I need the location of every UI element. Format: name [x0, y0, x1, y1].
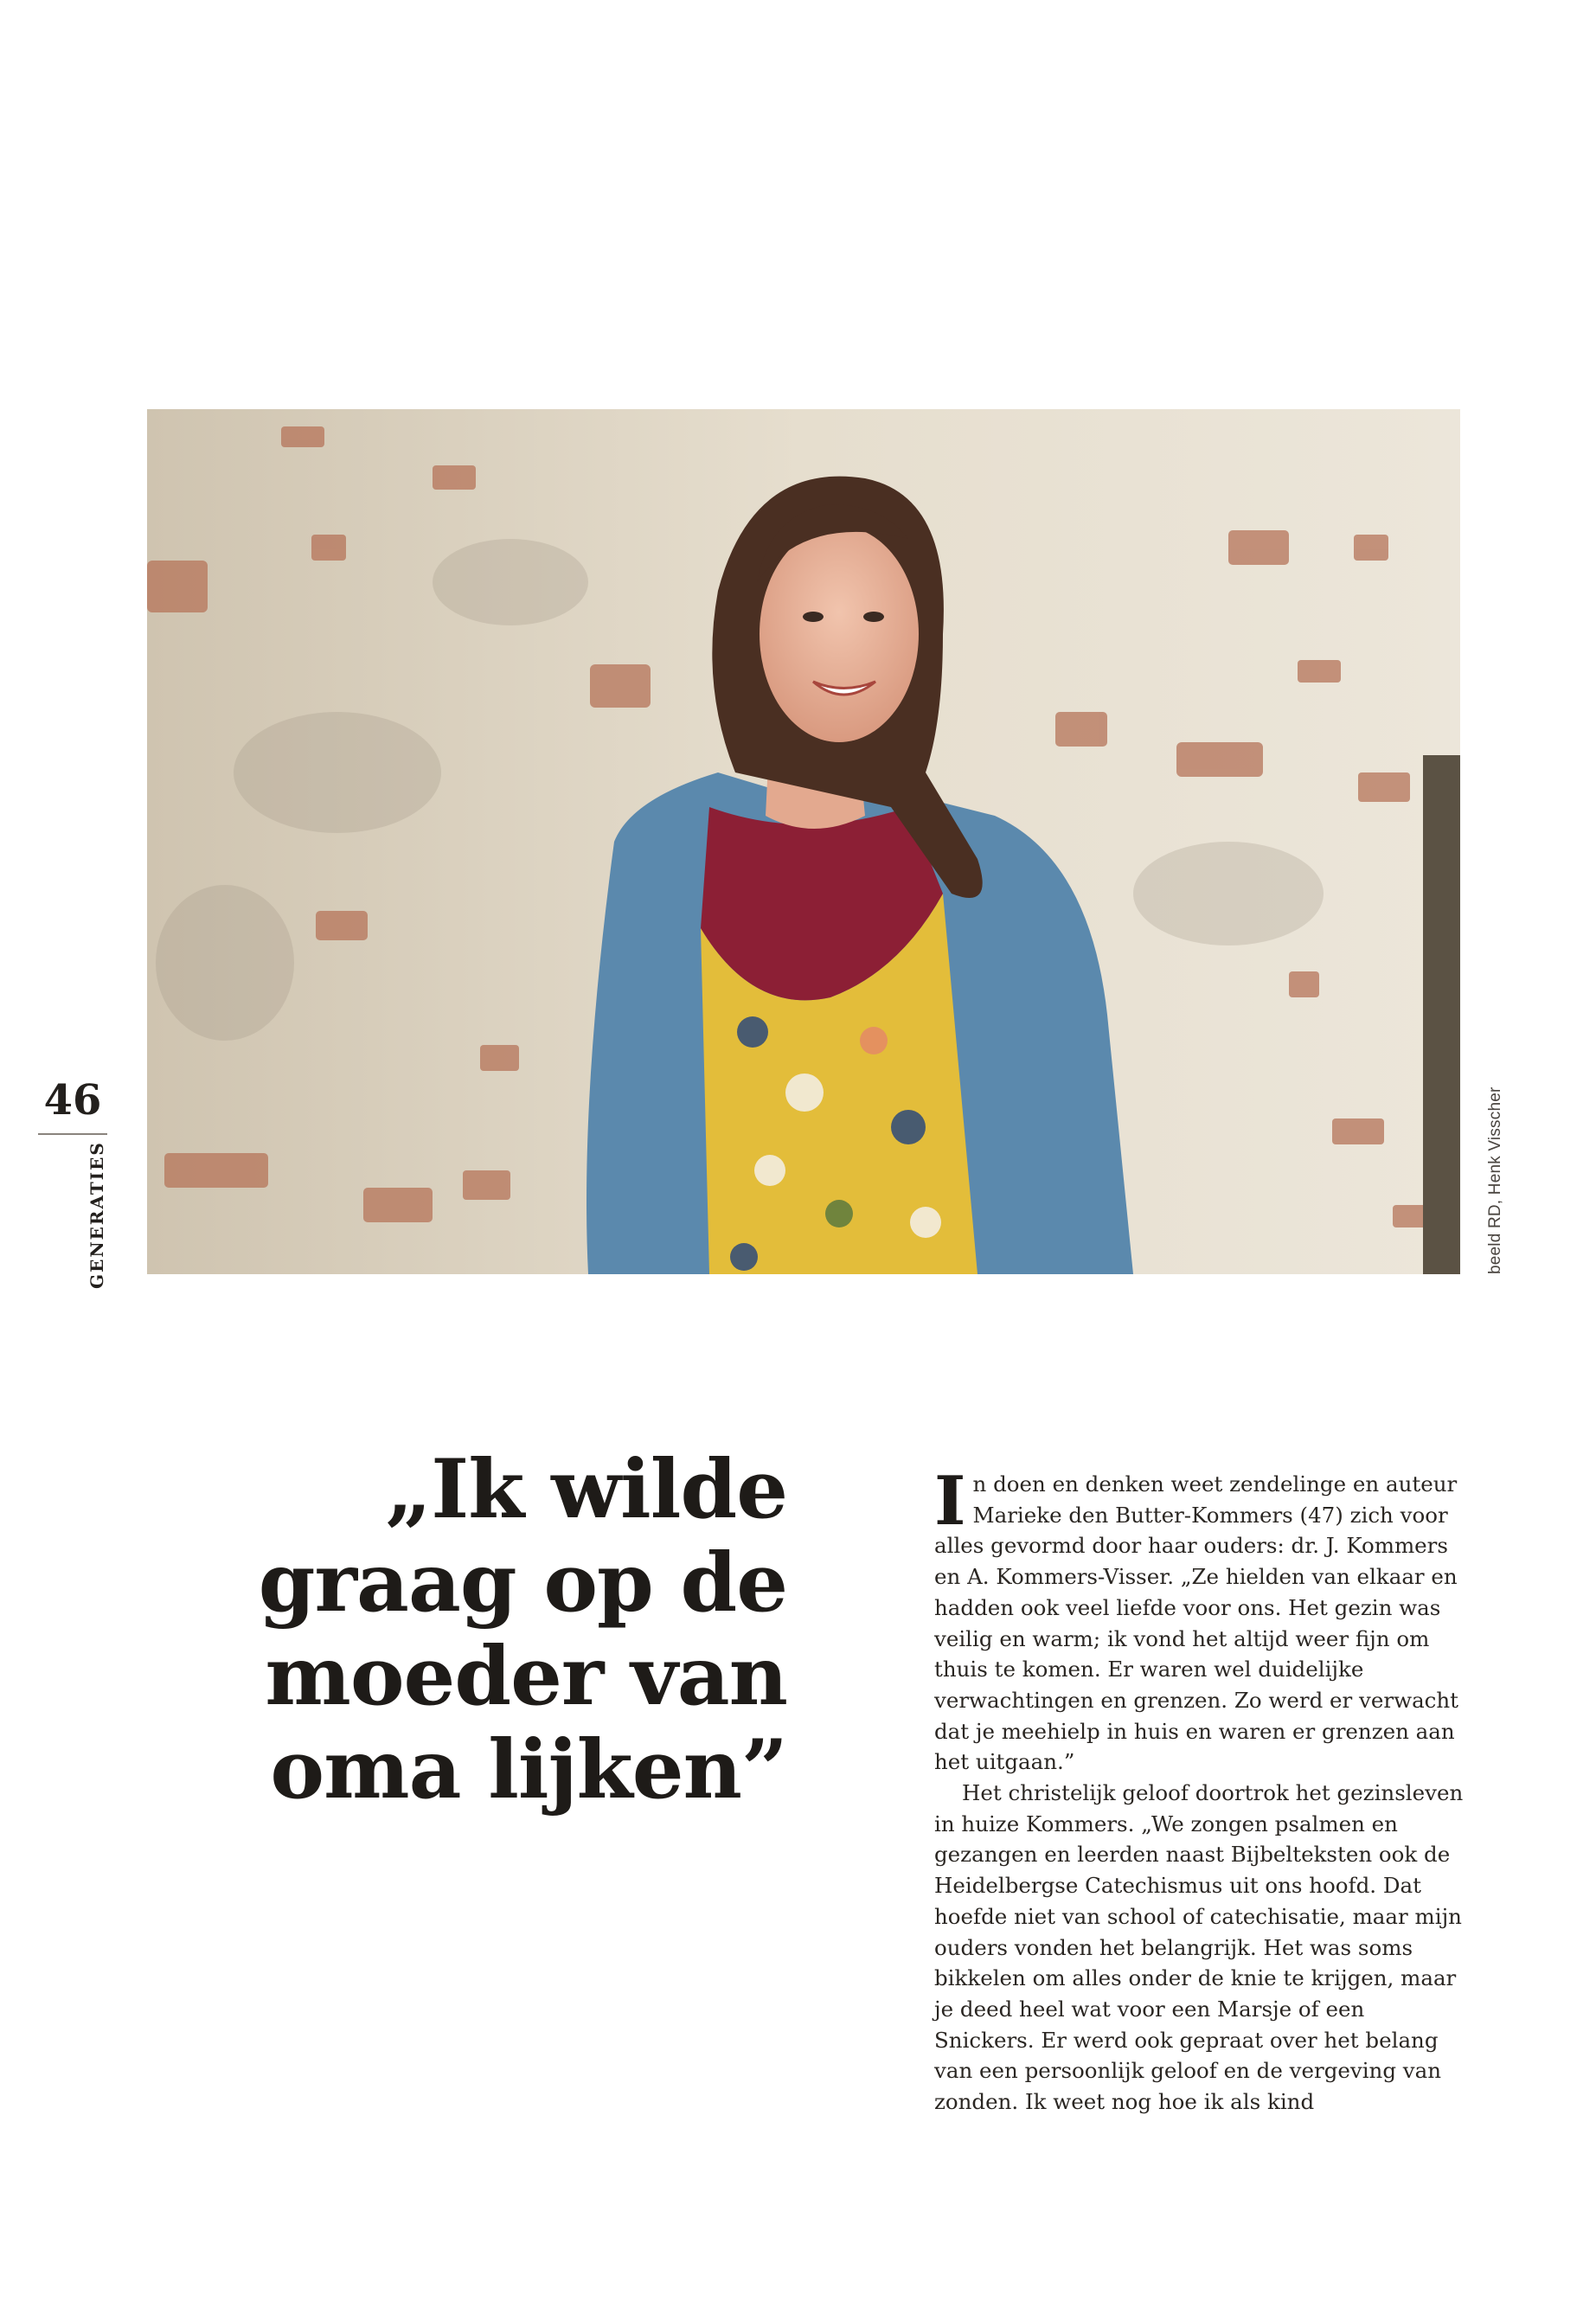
headline-line: oma lijken” [270, 1722, 787, 1817]
paragraph-text: n doen en denken weet zendelinge en auteur Marieke den Butter-Kommers (47) zich voor alles gevormd door haar ouders: dr. J. Kommers en A. Kommers-Visser. „Ze hielden van elkaar en hadden ook veel liefde voor ons. Het gezin was veilig en warm; ik vond het altijd weer fijn om thuis te komen. Er waren wel duidelijke verwachtingen en grenzen. Zo werd er verwacht dat je meehielp in huis en waren er grenzen aan het uitgaan.” [934, 1471, 1459, 1775]
folio-divider [38, 1133, 107, 1135]
drop-cap: I [934, 1462, 966, 1541]
page-number: 46 [43, 1076, 102, 1125]
portrait-illustration [147, 409, 1460, 1274]
section-label: GENERATIES [87, 1141, 107, 1289]
headline-quote [164, 1443, 787, 1817]
photo-credit: beeld RD, Henk Visscher [1486, 1086, 1504, 1274]
portrait-photo [147, 409, 1460, 1274]
article-body [934, 1462, 1466, 2118]
paragraph [934, 1462, 1466, 1778]
headline-line: moeder van [265, 1629, 787, 1724]
headline-line: graag op de [258, 1535, 787, 1631]
headline-line: „Ik wilde [385, 1442, 787, 1537]
paragraph: Het christelijk geloof doortrok het gezinsleven in huize Kommers. „We zongen psalmen en gezangen en leerden naast Bijbelteksten ook de Heidelbergse Catechismus uit ons hoofd. Dat hoefde niet van school of catechisatie, maar mijn ouders vonden het belangrijk. Het was soms bikkelen om alles onder de knie te krijgen, maar je deed heel wat voor een Marsje of een Snickers. Er werd ook gepraat over het belang van een persoonlijk geloof en de vergeving van zonden. Ik weet nog hoe ik als kind [934, 1780, 1464, 2115]
